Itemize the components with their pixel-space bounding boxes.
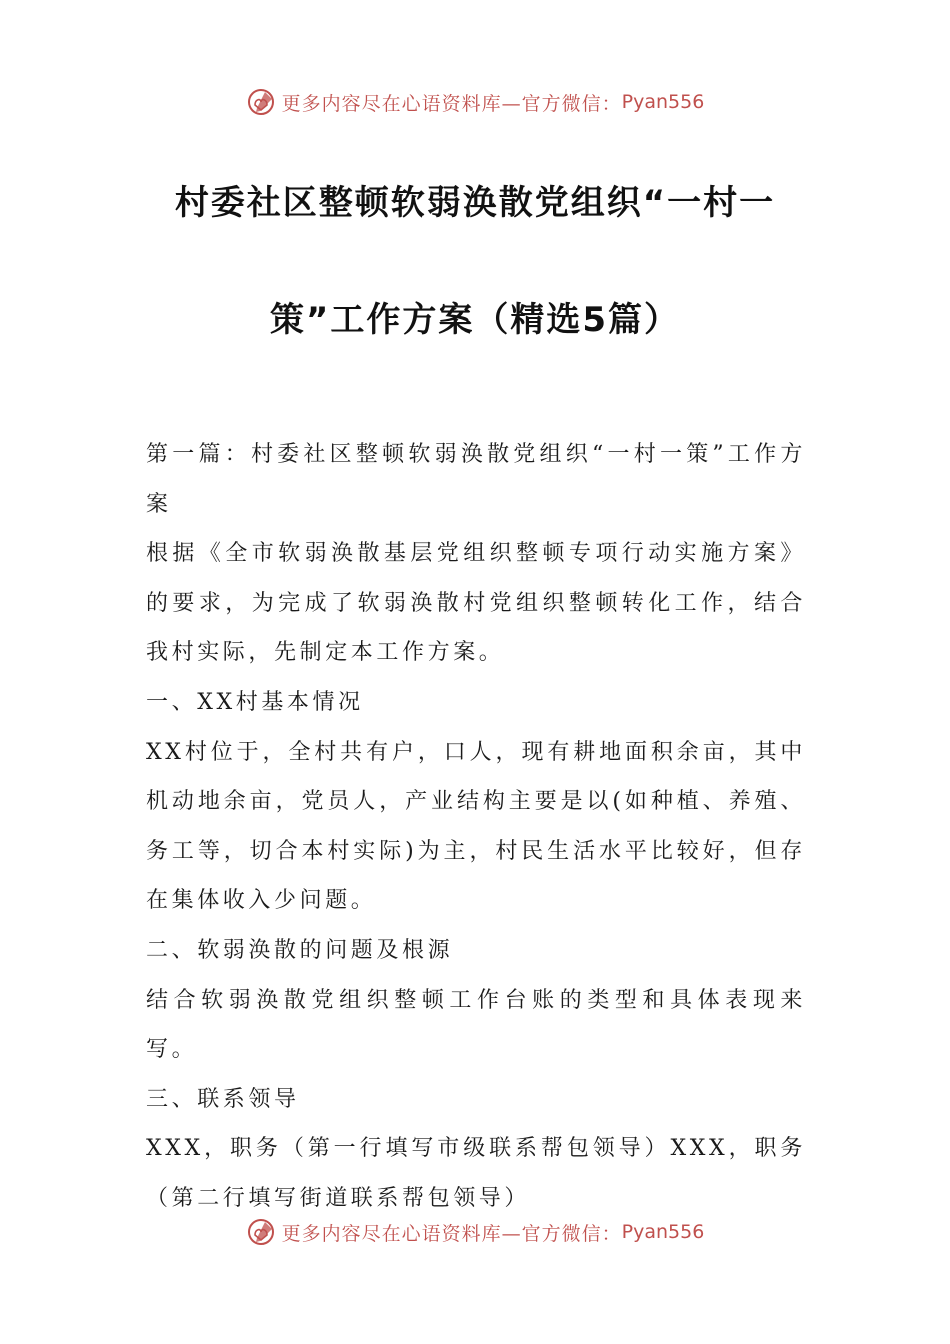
paragraph-heading-basic-info: 一、XX村基本情况 bbox=[146, 689, 364, 715]
watermark-header bbox=[0, 82, 950, 122]
pen-heart-logo-icon bbox=[246, 87, 276, 117]
pen-heart-logo-icon bbox=[246, 1217, 276, 1247]
paragraph-problems: 结合软弱涣散党组织整顿工作台账的类型和具体表现来写。 bbox=[146, 987, 806, 1063]
document-body bbox=[146, 430, 806, 1224]
document-title-line-2: 策”工作方案（精选5篇） bbox=[269, 300, 680, 340]
watermark-footer bbox=[0, 1212, 950, 1252]
paragraph-heading-problems: 二、软弱涣散的问题及根源 bbox=[146, 937, 454, 963]
watermark-text: 更多内容尽在心语资料库—官方微信： bbox=[281, 1222, 622, 1245]
paragraph-intro: 根据《全市软弱涣散基层党组织整顿专项行动实施方案》的要求，为完成了软弱涣散村党组织整顿转化工作，结合我村实际，先制定本工作方案。 bbox=[146, 541, 806, 666]
paragraph-heading-leaders: 三、联系领导 bbox=[146, 1086, 300, 1112]
watermark-wechat-id: Pyan556 bbox=[621, 91, 705, 113]
document-title-line-1: 村委社区整顿软弱涣散党组织“一村一 bbox=[174, 183, 776, 223]
watermark-wechat-id: Pyan556 bbox=[621, 1221, 705, 1243]
paragraph-section-heading: 第一篇：村委社区整顿软弱涣散党组织“一村一策”工作方案 bbox=[146, 442, 806, 517]
paragraph-leaders: XXX，职务（第一行填写市级联系帮包领导）XXX，职务（第二行填写街道联系帮包领导） bbox=[146, 1136, 806, 1211]
paragraph-basic-info: XX村位于，全村共有户，口人，现有耕地面积余亩，其中机动地余亩，党员人，产业结构主要是以(如种植、养殖、务工等，切合本村实际)为主，村民生活水平比较好，但存在集体收入少问题。 bbox=[146, 739, 806, 914]
watermark-text: 更多内容尽在心语资料库—官方微信： bbox=[281, 92, 622, 115]
